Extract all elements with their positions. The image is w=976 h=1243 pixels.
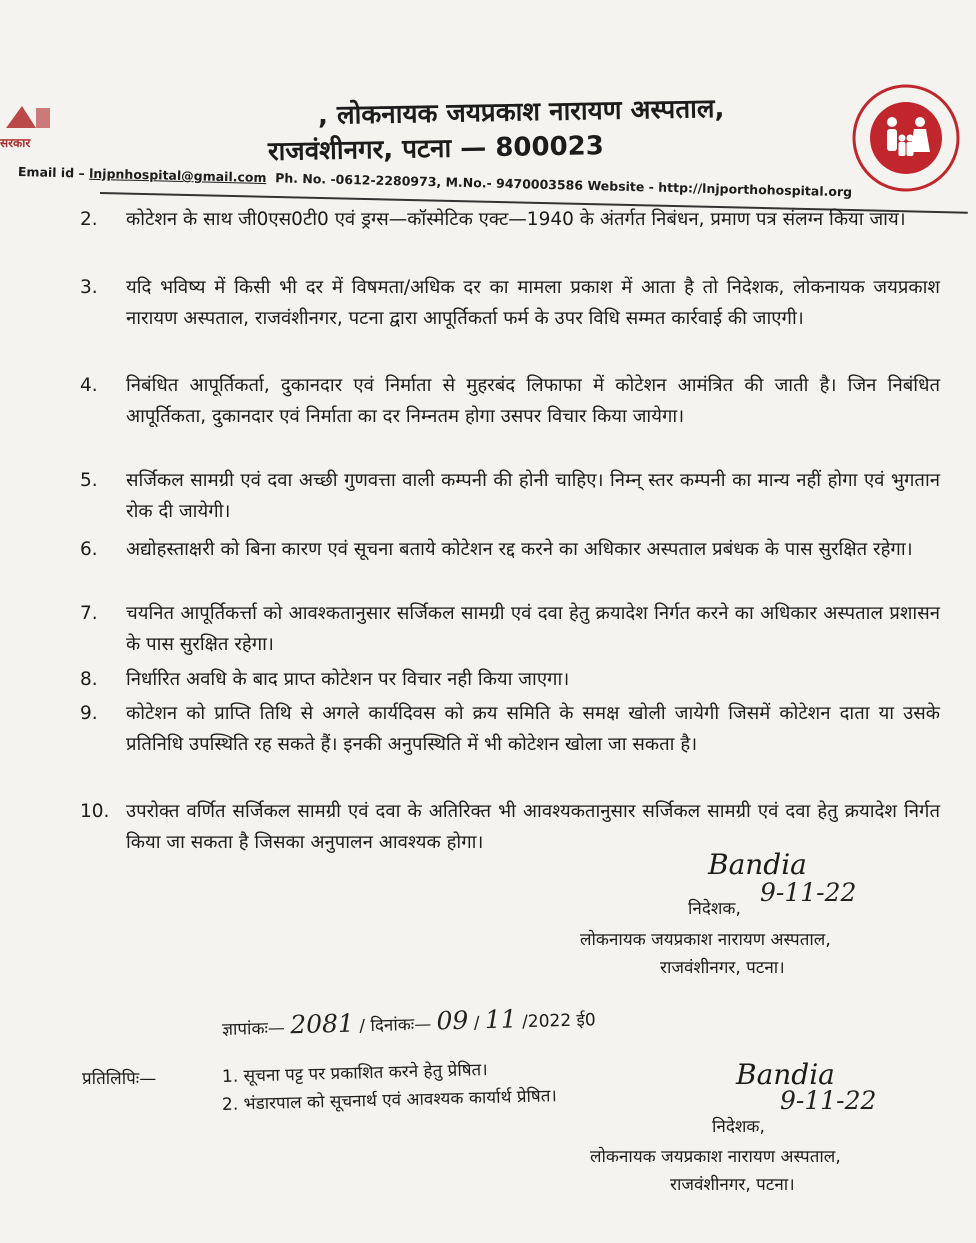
list-item [80, 370, 940, 432]
signatory-org: लोकनायक जयप्रकाश नारायण अस्पताल, [580, 930, 831, 950]
item-text: उपरोक्त वर्णित सर्जिकल सामग्री एवं दवा के अतिरिक्त भी आवश्यकतानुसार सर्जिकल सामग्री एवं दवा हेतु क्रयादेश निर्गत किया जा सकता है जिसका अनुपालन आवश्यक होगा। [126, 801, 940, 853]
signature-date: 9-11-22 [760, 878, 857, 907]
email-link[interactable]: lnjpnhospital@gmail.com [88, 165, 267, 186]
date-label: दिनांकः— [370, 1014, 432, 1037]
copy-label: प्रतिलिपिः— [82, 1069, 157, 1089]
hospital-title-line1: , लोकनायक जयप्रकाश नारायण अस्पताल, [317, 93, 725, 131]
list-item [80, 465, 940, 527]
item-number: 8. [80, 669, 98, 690]
signatory-place: राजवंशीनगर, पटना। [660, 958, 785, 978]
memo-label: ज्ञापांकः— [221, 1018, 286, 1040]
item-text: यदि भविष्य में किसी भी दर में विषमता/अधिक दर का मामला प्रकाश में आता है तो निदेशक, लोकनायक जयप्रकाश नारायण अस्पताल, राजवंशीनगर, पटना द्वारा आपूर्तिकर्ता फर्म के उपर विधि सम्मत कार्रवाई की जाएगी। [126, 277, 940, 329]
memo-row: ज्ञापांकः— 2081 / दिनांकः— 09 / 11 /2022 ई0 [221, 1004, 596, 1040]
list-item [80, 796, 940, 858]
emblem-caption: सरकार [0, 136, 31, 150]
item-number: 4. [80, 375, 98, 396]
item-text: अद्योहस्ताक्षरी को बिना कारण एवं सूचना बताये कोटेशन रद्द करने का अधिकार अस्पताल प्रबंधक के पास सुरक्षित रहेगा। [126, 539, 913, 560]
signature-scribble: Bandia [736, 1058, 835, 1091]
nhm-logo [850, 82, 962, 194]
list-item [80, 664, 940, 695]
memo-number: 2081 [289, 1008, 355, 1040]
copy-item: 1. सूचना पट्ट पर प्रकाशित करने हेतु प्रेषित। [221, 1060, 488, 1087]
copy-item: 2. भंडारपाल को सूचनार्थ एवं आवश्यक कार्यार्थ प्रेषित। [221, 1086, 558, 1115]
date-year: /2022 ई0 [521, 1010, 596, 1033]
date-month: 11 [484, 1004, 518, 1035]
signatory-title: निदेशक, [688, 899, 741, 919]
signatory-org: लोकनायक जयप्रकाश नारायण अस्पताल, [590, 1147, 841, 1167]
signature-scribble: Bandia [708, 848, 807, 881]
item-text: चयनित आपूर्तिकर्त्ता को आवश्कतानुसार सर्जिकल सामग्री एवं दवा हेतु क्रयादेश निर्गत करने का अधिकार अस्पताल प्रशासन के पास सुरक्षित रहेगा। [126, 603, 940, 655]
item-text: कोटेशन को प्राप्ति तिथि से अगले कार्यदिवस को क्रय समिति के समक्ष खोली जायेगी जिसमें कोटेशन दाता या उसके प्रतिनिधि उपस्थिति रह सकते हैं। इनकी अनुपस्थिति में भी कोटेशन खोला जा सकता है। [126, 703, 940, 755]
list-item [80, 272, 940, 334]
item-text: सर्जिकल सामग्री एवं दवा अच्छी गुणवत्ता वाली कम्पनी की होनी चाहिए। निम्न् स्तर कम्पनी का मान्य नहीं होगा एवं भुगतान रोक दी जायेगी। [126, 470, 940, 522]
memo-separator: / [359, 1016, 366, 1037]
item-number: 10. [80, 801, 110, 822]
item-number: 6. [80, 539, 98, 560]
list-item [80, 534, 940, 565]
item-text: निर्धारित अवधि के बाद प्राप्त कोटेशन पर विचार नही किया जाएगा। [126, 669, 570, 690]
hospital-title-line2: राजवंशीनगर, पटना — 800023 [267, 131, 605, 167]
list-item [80, 698, 940, 760]
phone-text: Ph. No. -0612-2280973, M.No.- 9470003586 [275, 170, 584, 193]
website-text: Website - http://lnjporthohospital.org [587, 177, 853, 200]
signatory-title: निदेशक, [712, 1117, 765, 1137]
item-number: 5. [80, 470, 98, 491]
signatory-place: राजवंशीनगर, पटना। [670, 1175, 795, 1195]
item-text: निबंधित आपूर्तिकर्ता, दुकानदार एवं निर्माता से मुहरबंद लिफाफा में कोटेशन आमंत्रित की जाती है। जिन निबंधित आपूर्तिकता, दुकानदार एवं निर्माता का दर निम्नतम होगा उसपर विचार किया जायेगा। [126, 375, 940, 427]
item-number: 7. [80, 603, 98, 624]
list-item [80, 598, 940, 660]
list-item [80, 204, 940, 235]
item-number: 3. [80, 277, 98, 298]
signature-date: 9-11-22 [780, 1086, 877, 1115]
item-number: 9. [80, 703, 98, 724]
item-text: कोटेशन के साथ जी0एस0टी0 एवं ड्रग्स—कॉस्मेटिक एक्ट—1940 के अंतर्गत निबंधन, प्रमाण पत्र संलग्न किया जाय। [126, 209, 906, 230]
item-number: 2. [80, 209, 98, 230]
date-day: 09 [436, 1005, 469, 1036]
email-label: Email id – [17, 164, 85, 181]
